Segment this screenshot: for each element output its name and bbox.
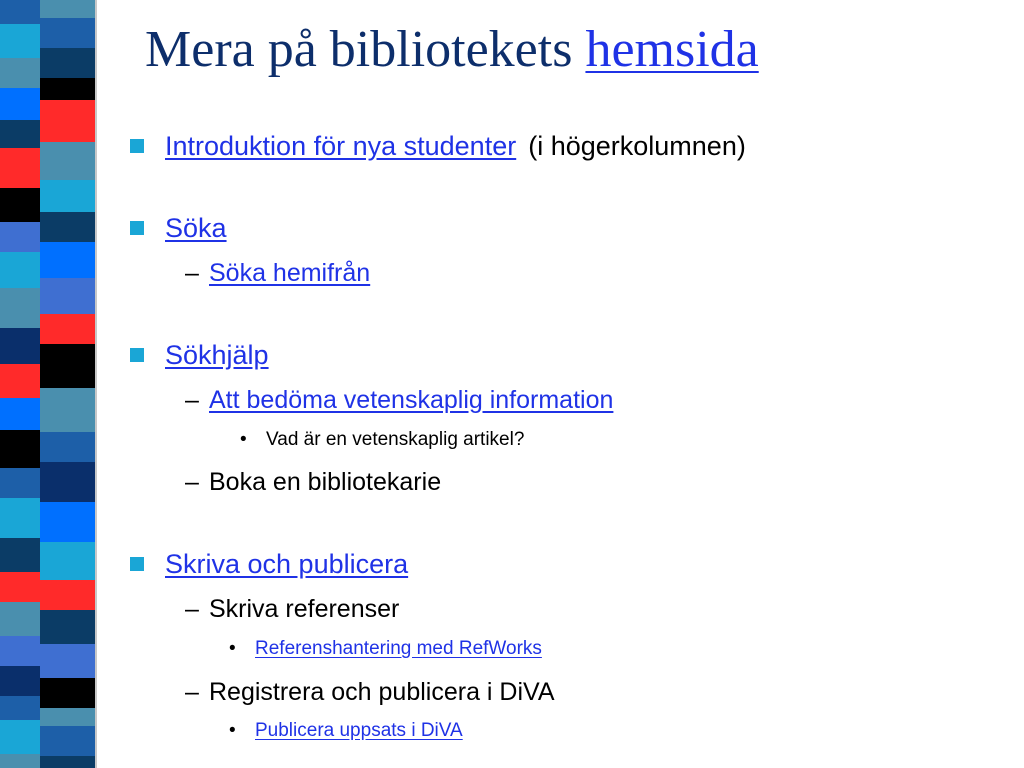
square-bullet-icon xyxy=(130,557,144,571)
stripe-block xyxy=(0,430,40,468)
stripe-block xyxy=(40,610,95,644)
stripe-block xyxy=(0,120,40,148)
stripe-block xyxy=(40,502,95,542)
item-registrera-diva xyxy=(185,676,555,708)
refworks-link[interactable]: Referenshantering med RefWorks xyxy=(255,638,542,659)
dot-bullet-icon: • xyxy=(229,638,236,659)
stripe-block xyxy=(0,252,40,288)
dash-bullet-icon: – xyxy=(185,259,199,287)
dash-bullet-icon: – xyxy=(185,595,199,623)
item-sokhjalp xyxy=(130,337,269,373)
stripe-block xyxy=(0,58,40,88)
stripe-block xyxy=(0,328,40,364)
introduktion-link[interactable]: Introduktion för nya studenter xyxy=(165,131,517,161)
stripe-block xyxy=(0,288,40,328)
stripe-block xyxy=(0,696,40,720)
stripe-block xyxy=(40,48,95,78)
stripe-block xyxy=(0,148,40,188)
dot-bullet-icon: • xyxy=(240,429,247,450)
item-soka-hemifran xyxy=(185,257,370,289)
stripe-block xyxy=(40,756,95,768)
stripe-block xyxy=(40,314,95,344)
registrera-diva-text: Registrera och publicera i DiVA xyxy=(209,678,555,706)
boka-bibliotekarie-text: Boka en bibliotekarie xyxy=(209,468,442,496)
hemsida-link[interactable]: hemsida xyxy=(585,21,759,78)
slide-title xyxy=(145,14,759,86)
dash-bullet-icon: – xyxy=(185,468,199,496)
stripe-block xyxy=(0,572,40,602)
stripe-block xyxy=(0,636,40,666)
item-introduktion xyxy=(130,128,746,164)
bedoma-link[interactable]: Att bedöma vetenskaplig information xyxy=(209,386,614,414)
stripe-edge xyxy=(95,0,97,768)
stripe-block xyxy=(0,720,40,754)
stripe-block xyxy=(40,678,95,708)
stripe-block xyxy=(40,278,95,314)
skriva-referenser-text: Skriva referenser xyxy=(209,595,400,623)
item-vetenskaplig-artikel xyxy=(240,427,524,453)
dash-bullet-icon: – xyxy=(185,678,199,706)
stripe-block xyxy=(0,88,40,120)
stripe-block xyxy=(40,726,95,756)
stripe-block xyxy=(40,344,95,388)
stripe-block xyxy=(0,0,40,24)
skriva-publicera-link[interactable]: Skriva och publicera xyxy=(165,549,409,579)
stripe-block xyxy=(0,364,40,398)
stripe-block xyxy=(40,644,95,678)
title-text: Mera på bibliotekets xyxy=(145,21,573,78)
item-boka-bibliotekarie xyxy=(185,466,441,498)
stripe-block xyxy=(40,542,95,580)
stripe-block xyxy=(40,462,95,502)
stripe-block xyxy=(0,754,40,768)
stripe-block xyxy=(40,100,95,142)
decorative-stripe-bar xyxy=(0,0,118,768)
introduktion-note: (i högerkolumnen) xyxy=(528,131,746,161)
stripe-block xyxy=(0,24,40,58)
stripe-block xyxy=(40,78,95,100)
stripe-block xyxy=(0,498,40,538)
vetenskaplig-artikel-text: Vad är en vetenskaplig artikel? xyxy=(266,429,525,450)
sokhjalp-link[interactable]: Sökhjälp xyxy=(165,340,269,370)
stripe-block xyxy=(40,708,95,726)
stripe-block xyxy=(40,580,95,610)
stripe-block xyxy=(40,18,95,48)
stripe-block xyxy=(0,602,40,636)
stripe-block xyxy=(40,212,95,242)
stripe-block xyxy=(40,242,95,278)
item-bedoma xyxy=(185,384,613,416)
square-bullet-icon xyxy=(130,139,144,153)
item-skriva-publicera xyxy=(130,546,408,582)
stripe-block xyxy=(0,222,40,252)
stripe-block xyxy=(40,432,95,462)
publicera-uppsats-link[interactable]: Publicera uppsats i DiVA xyxy=(255,720,463,741)
item-publicera-uppsats xyxy=(229,718,463,744)
stripe-block xyxy=(40,180,95,212)
dash-bullet-icon: – xyxy=(185,386,199,414)
soka-link[interactable]: Söka xyxy=(165,213,227,243)
square-bullet-icon xyxy=(130,348,144,362)
item-skriva-referenser xyxy=(185,593,399,625)
stripe-block xyxy=(40,0,95,18)
stripe-block xyxy=(0,398,40,430)
item-soka xyxy=(130,210,227,246)
stripe-block xyxy=(0,188,40,222)
square-bullet-icon xyxy=(130,221,144,235)
soka-hemifran-link[interactable]: Söka hemifrån xyxy=(209,259,371,287)
stripe-block xyxy=(40,388,95,432)
dot-bullet-icon: • xyxy=(229,720,236,741)
stripe-block xyxy=(0,538,40,572)
stripe-block xyxy=(0,666,40,696)
stripe-block xyxy=(40,142,95,180)
stripe-block xyxy=(0,468,40,498)
item-refworks xyxy=(229,636,542,662)
